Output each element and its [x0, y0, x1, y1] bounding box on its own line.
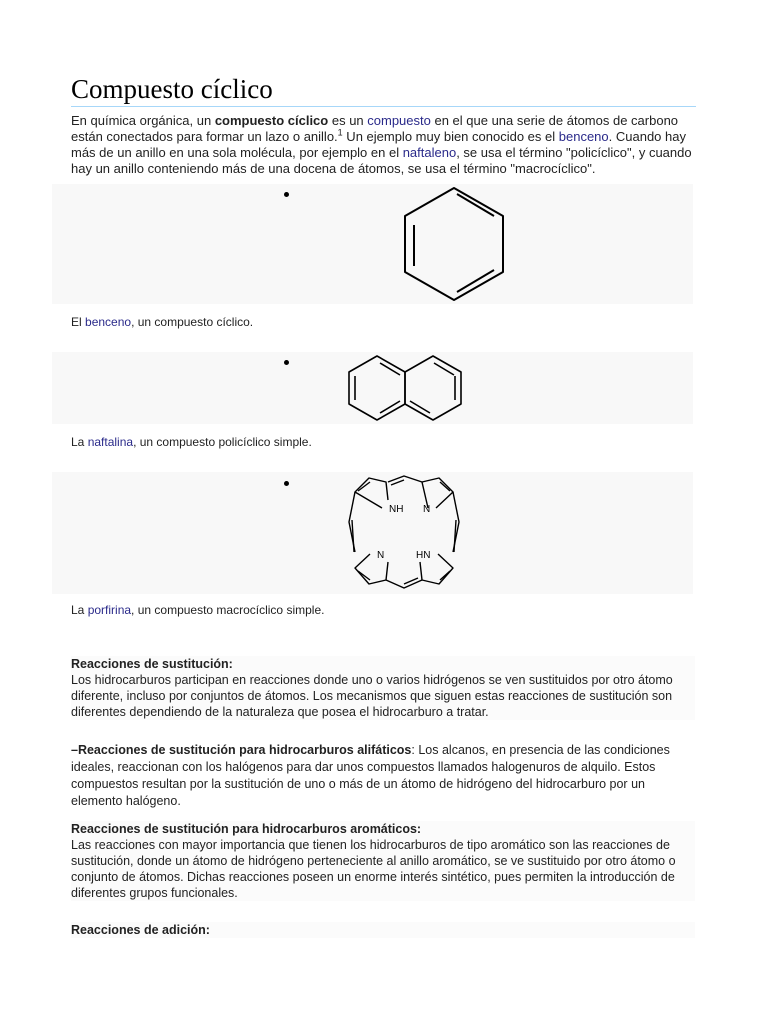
- section-heading: Reacciones de sustitución para hidrocarburos aromáticos:: [71, 822, 422, 836]
- porphyrin-structure: [52, 472, 693, 594]
- section-sustitucion: [71, 656, 695, 720]
- intro-text: Un ejemplo muy bien conocido es el: [342, 129, 559, 144]
- intro-text: . Cuando hay más de un anillo en una sola molécula, por ejemplo en el: [71, 129, 686, 160]
- porphyrin-label-nh: NH: [389, 504, 404, 515]
- section-body: Las reacciones con mayor importancia que tienen los hidrocarburos de tipo aromático son las reacciones de sustitución, donde un átomo de hidrógeno perteneciente al anillo aromático, se ve sustituido por otro átomo o conjunto de átomos. Dichas reacciones poseen un enorme interés sintético, pues permiten la introducción de diferentes grupos funcionales.: [71, 838, 676, 900]
- figure-benzene: [52, 184, 693, 304]
- caption-text: , un compuesto macrocíclico simple.: [131, 603, 325, 617]
- intro-text: , se usa el término "policíclico", y cuando hay un anillo conteniendo más de una docena de átomos, se usa el término "macrocíclico".: [71, 145, 692, 176]
- caption-text: , un compuesto policíclico simple.: [133, 435, 312, 449]
- porphyrin-label-hn: HN: [416, 550, 431, 561]
- porphyrin-label-n: N: [423, 504, 431, 515]
- section-heading: Reacciones de sustitución:: [71, 657, 233, 671]
- naphthalene-structure: [52, 352, 693, 424]
- link-naftaleno[interactable]: naftaleno: [402, 145, 457, 160]
- caption-text: La: [71, 603, 88, 617]
- section-heading: –Reacciones de sustitución para hidrocarburos alifáticos: [71, 743, 412, 757]
- intro-bold-term: compuesto cíclico: [214, 113, 329, 128]
- caption-porphyrin: [71, 603, 324, 618]
- intro-text: en el que una serie de átomos de carbono están conectados para formar un lazo o anillo.: [71, 113, 679, 144]
- intro-paragraph: [71, 113, 696, 177]
- section-body: Los hidrocarburos participan en reacciones donde uno o varios hidrógenos se ven sustituidos por otro átomo diferente, incluso por conjuntos de átomos. Los mecanismos que siguen estas reacciones de sustitución son diferentes dependiendo de la naturaleza que posea el hidrocarburo a tratar.: [71, 673, 673, 719]
- intro-text: En química orgánica, un: [71, 113, 215, 128]
- figure-porphyrin: [52, 472, 693, 594]
- link-compuesto[interactable]: compuesto: [367, 113, 431, 128]
- benzene-ring: [405, 184, 454, 210]
- section-adicion: [71, 922, 695, 938]
- link-porfirina[interactable]: porfirina: [87, 603, 132, 617]
- section-heading: Reacciones de adición:: [71, 923, 210, 937]
- caption-naphthalene: [71, 435, 312, 450]
- benzene-structure: [52, 184, 693, 304]
- page-title: Compuesto cíclico: [71, 72, 696, 107]
- caption-text: El: [71, 315, 86, 329]
- figure-naphthalene: [52, 352, 693, 424]
- porphyrin-label-n: N: [377, 550, 385, 561]
- section-body: : Los alcanos, en presencia de las condiciones ideales, reaccionan con los halógenos para dar unos compuestos llamados halogenuros de alquilo. Estos compuestos resultan por la sustitución de uno o más de un átomo de hidrógeno del hidrocarburo por un elemento halógeno.: [71, 743, 670, 808]
- section-alifaticos: [71, 742, 695, 810]
- link-naftalina[interactable]: naftalina: [87, 435, 134, 449]
- reference-link[interactable]: 1: [337, 127, 343, 138]
- link-benceno-caption[interactable]: benceno: [85, 315, 132, 329]
- caption-benzene: [71, 315, 253, 330]
- section-aromaticos: [71, 821, 695, 901]
- caption-text: La: [71, 435, 88, 449]
- intro-text: es un: [328, 113, 368, 128]
- caption-text: , un compuesto cíclico.: [131, 315, 254, 329]
- link-benceno[interactable]: benceno: [558, 129, 609, 144]
